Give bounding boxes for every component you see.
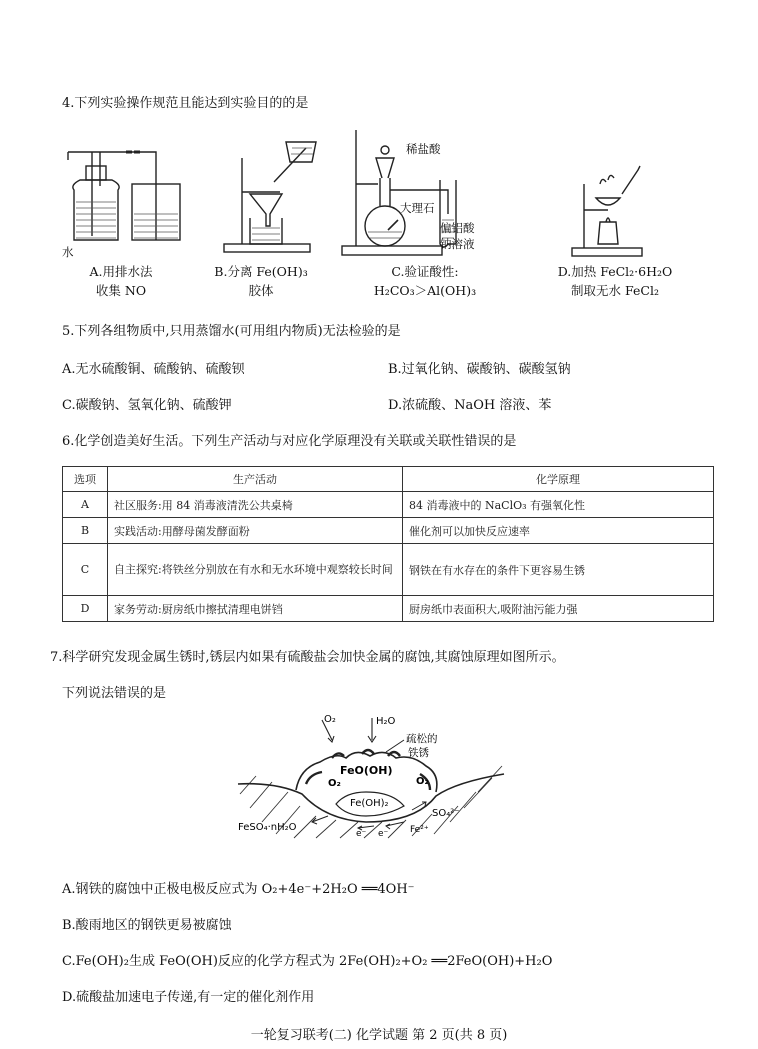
table-row bbox=[63, 518, 714, 544]
table-cell: 84 消毒液中的 NaClO₃ 有强氧化性 bbox=[403, 492, 714, 518]
label-o2-top: O₂ bbox=[324, 714, 336, 725]
label-water: 水 bbox=[62, 245, 74, 259]
label-h2o: H₂O bbox=[376, 716, 396, 727]
label-feooh: FeO(OH) bbox=[340, 764, 393, 777]
label-rust-1: 疏松的 bbox=[406, 733, 438, 745]
option-4a-line2: 收集 NO bbox=[95, 283, 147, 298]
table-cell: 厨房纸巾表面积大,吸附油污能力强 bbox=[403, 596, 714, 622]
page-footer: 一轮复习联考(二) 化学试题 第 2 页(共 8 页) bbox=[250, 1028, 508, 1043]
q6-stem: 6.化学创造美好生活。下列生产活动与对应化学原理没有关联或关联性错误的是 bbox=[62, 434, 517, 449]
option-7c: C.Fe(OH)₂生成 FeO(OH)反应的化学方程式为 2Fe(OH)₂+O₂ ══2FeO(OH)+H₂O bbox=[62, 954, 553, 969]
apparatus-d-diagram bbox=[568, 164, 668, 260]
label-feso4: FeSO₄·nH₂O bbox=[238, 822, 297, 833]
label-fe2: Fe²⁺ bbox=[410, 825, 429, 835]
label-dilute-hcl: 稀盐酸 bbox=[406, 142, 441, 156]
q4-stem: 4.下列实验操作规范且能达到实验目的的是 bbox=[62, 96, 309, 111]
label-o2-right: O₂ bbox=[416, 776, 429, 787]
apparatus-b-diagram bbox=[220, 140, 330, 258]
table-cell: 社区服务:用 84 消毒液清洗公共桌椅 bbox=[108, 492, 403, 518]
option-4b-line1: B.分离 Fe(OH)₃ bbox=[214, 264, 308, 279]
option-4d-line2: 制取无水 FeCl₂ bbox=[571, 283, 659, 298]
table-cell: B bbox=[63, 518, 108, 544]
table-cell: A bbox=[63, 492, 108, 518]
option-5b: B.过氧化钠、碳酸钠、碳酸氢钠 bbox=[388, 362, 571, 377]
label-so4: SO₄²⁻ bbox=[432, 808, 460, 819]
table-header: 选项 bbox=[63, 467, 108, 492]
option-7d: D.硫酸盐加速电子传递,有一定的催化剂作用 bbox=[62, 990, 315, 1005]
option-5d: D.浓硫酸、NaOH 溶液、苯 bbox=[388, 398, 552, 413]
option-5a: A.无水硫酸铜、硫酸钠、硫酸钡 bbox=[62, 362, 245, 377]
label-e2: e⁻ bbox=[378, 829, 389, 839]
label-marble: 大理石 bbox=[400, 201, 435, 215]
option-7a: A.钢铁的腐蚀中正极电极反应式为 O₂+4e⁻+2H₂O ══4OH⁻ bbox=[62, 882, 415, 897]
option-4d-line1: D.加热 FeCl₂·6H₂O bbox=[557, 264, 673, 279]
table-cell: 家务劳动:厨房纸巾擦拭清理电饼铛 bbox=[108, 596, 403, 622]
table-cell: 实践活动:用酵母菌发酵面粉 bbox=[108, 518, 403, 544]
q7-stem: 7.科学研究发现金属生锈时,锈层内如果有硫酸盐会加快金属的腐蚀,其腐蚀原理如图所示。 bbox=[50, 650, 565, 665]
option-4c-line1: C.验证酸性: bbox=[391, 264, 459, 279]
label-rust-2: 铁锈 bbox=[408, 747, 429, 759]
label-o2-left: O₂ bbox=[328, 778, 341, 789]
q7-stem-2: 下列说法错误的是 bbox=[62, 686, 167, 701]
table-cell: 自主探究:将铁丝分别放在有水和无水环境中观察较长时间 bbox=[108, 544, 403, 596]
option-4a-line1: A.用排水法 bbox=[89, 264, 153, 279]
label-feoh2: Fe(OH)₂ bbox=[350, 798, 389, 809]
table-row bbox=[63, 492, 714, 518]
q5-stem: 5.下列各组物质中,只用蒸馏水(可用组内物质)无法检验的是 bbox=[62, 324, 401, 339]
label-naalo2-1: 偏铝酸 bbox=[440, 221, 475, 235]
q6-table bbox=[62, 466, 714, 622]
option-4b-line2: 胶体 bbox=[248, 283, 274, 298]
table-header: 化学原理 bbox=[403, 467, 714, 492]
apparatus-a-diagram bbox=[60, 140, 190, 260]
table-header: 生产活动 bbox=[108, 467, 403, 492]
option-4c-line2: H₂CO₃＞Al(OH)₃ bbox=[373, 283, 477, 298]
option-5c: C.碳酸钠、氢氧化钠、硫酸钾 bbox=[62, 398, 232, 413]
label-naalo2-2: 钠溶液 bbox=[440, 237, 475, 251]
table-cell: 钢铁在有水存在的条件下更容易生锈 bbox=[403, 544, 714, 596]
table-row bbox=[63, 596, 714, 622]
table-cell: 催化剂可以加快反应速率 bbox=[403, 518, 714, 544]
corrosion-diagram bbox=[236, 712, 506, 842]
table-row bbox=[63, 544, 714, 596]
option-7b: B.酸雨地区的钢铁更易被腐蚀 bbox=[62, 918, 232, 933]
label-e1: e⁻ bbox=[356, 829, 367, 839]
table-header-row bbox=[63, 467, 714, 492]
table-cell: C bbox=[63, 544, 108, 596]
table-cell: D bbox=[63, 596, 108, 622]
